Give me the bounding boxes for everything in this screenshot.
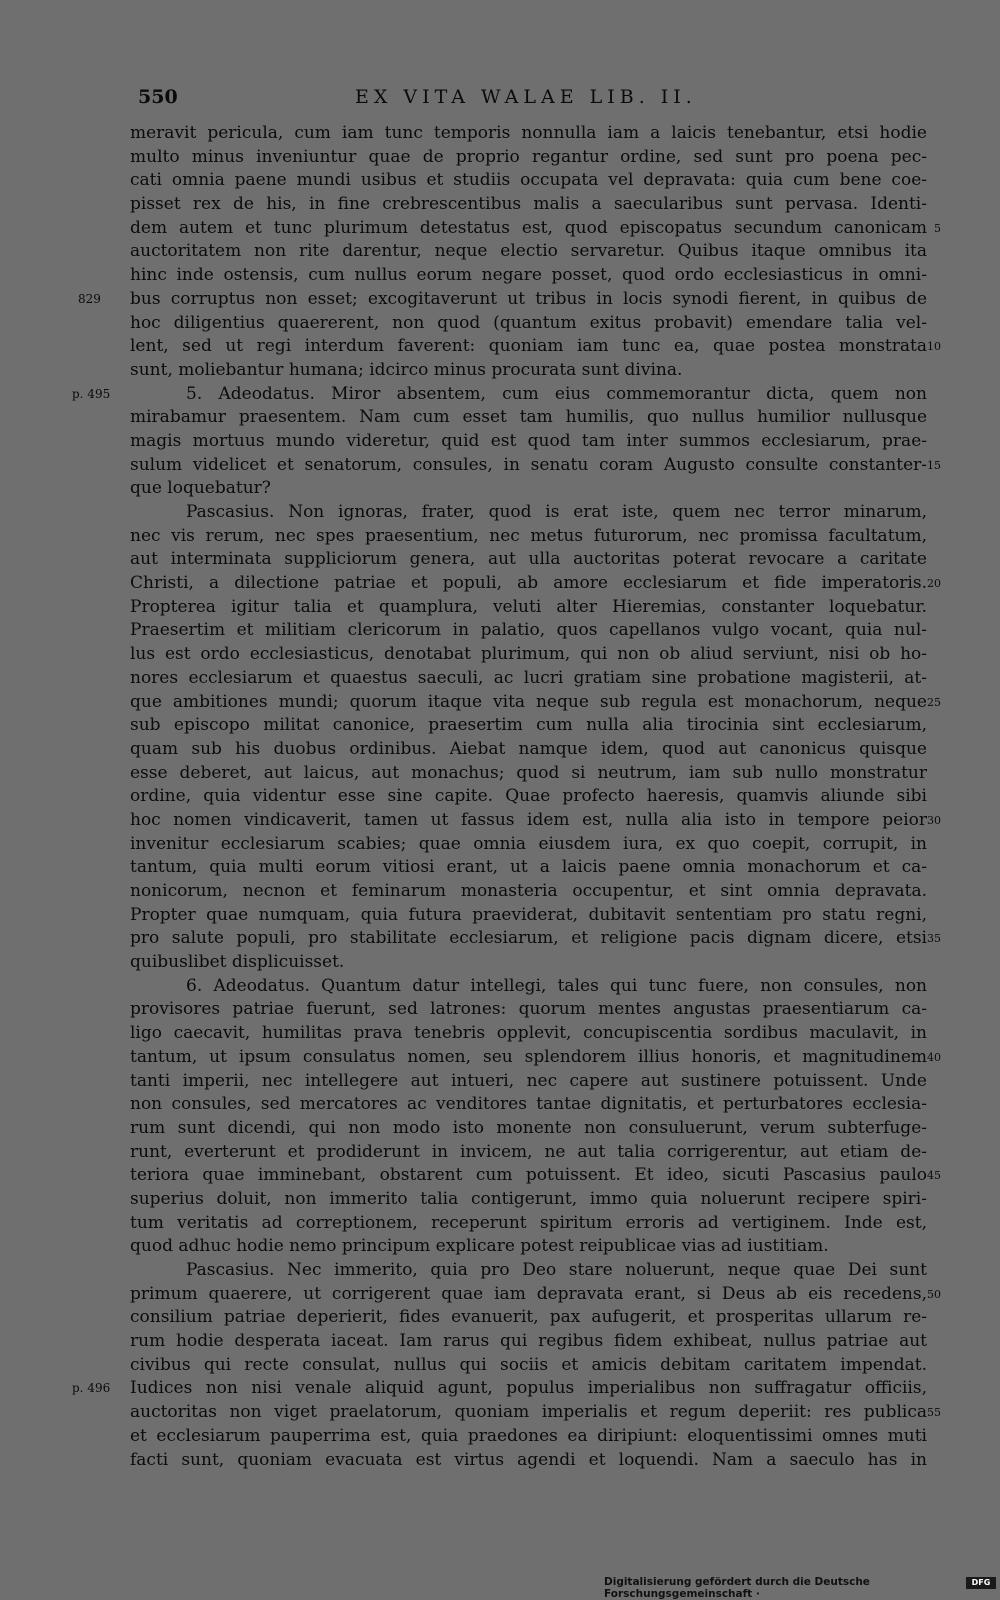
line-text: superius doluit, non immerito talia contigerunt, immo quia noluerunt recipere spiri- (130, 1188, 927, 1209)
line-number: 20 (927, 577, 941, 591)
line-number: 10 (927, 340, 941, 354)
text-line (130, 1117, 927, 1141)
line-text: et ecclesiarum pauperrima est, quia praedones ea diripiunt: eloquentissimi omnes muti (130, 1425, 927, 1446)
text-block (72, 122, 941, 1472)
text-line (72, 1377, 927, 1401)
text-line (130, 1449, 927, 1473)
page-number: 550 (138, 86, 178, 108)
text-line (130, 1425, 927, 1449)
line-text: bus corruptus non esset; excogitaverunt ut tribus in locis synodi fierent, in quibus de (130, 288, 927, 309)
line-text: facti sunt, quoniam evacuata est virtus agendi et loquendi. Nam a saeculo has in (130, 1449, 927, 1470)
text-line (130, 975, 927, 999)
text-line (130, 1188, 927, 1212)
text-line (130, 1141, 927, 1165)
text-line (130, 1330, 927, 1354)
text-line (130, 548, 927, 572)
text-line (130, 785, 927, 809)
margin-reference: 829 (78, 291, 101, 306)
line-text: hinc inde ostensis, cum nullus eorum negare posset, quod ordo ecclesiasticus in omni- (130, 265, 927, 286)
line-text: tantum, ut ipsum consulatus nomen, seu splendorem illius honoris, et magnitudinem (130, 1046, 927, 1067)
line-text: cati omnia paene mundi usibus et studiis occupata vel depravata: quia cum bene coe- (130, 170, 927, 191)
line-text: Christi, a dilectione patriae et populi, ab amore ecclesiarum et fide imperatoris. (130, 573, 927, 594)
line-number: 25 (927, 695, 941, 709)
line-text: quibuslibet displicuisset. (130, 952, 345, 973)
line-text: 5. Adeodatus. Miror absentem, cum eius commemorantur dicta, quem non (186, 383, 927, 404)
funding-note: Digitalisierung gefördert durch die Deutsche Forschungsgemeinschaft · (604, 1576, 870, 1600)
text-line (130, 1093, 927, 1117)
line-text: Propterea igitur talia et quamplura, veluti alter Hieremias, constanter loquebatur. (130, 596, 927, 617)
text-line (130, 1235, 927, 1259)
line-text: auctoritas non viget praelatorum, quoniam imperialis et regum deperiit: res publica (130, 1402, 927, 1423)
text-line (130, 525, 927, 549)
running-title: EX VITA WALAE LIB. II. (355, 86, 697, 108)
text-line (130, 1283, 941, 1307)
line-text: lus est ordo ecclesiasticus, denotabat plurimum, qui non ob aliud serviunt, nisi ob ho- (130, 644, 927, 665)
text-line (130, 1259, 927, 1283)
line-text: rum sunt dicendi, qui non modo isto monente non consuluerunt, verum subterfuge- (130, 1117, 927, 1138)
line-text: tanti imperii, nec intellegere aut intueri, nec capere aut sustinere potuissent. Unde (130, 1070, 927, 1091)
text-line (130, 880, 927, 904)
line-text: 6. Adeodatus. Quantum datur intellegi, tales qui tunc fuere, non consules, non (186, 975, 927, 996)
text-line (130, 312, 927, 336)
text-line (130, 240, 927, 264)
line-text: mirabamur praesentem. Nam cum esset tam humilis, quo nullus humilior nullusque (130, 407, 927, 428)
line-text: auctoritatem non rite darentur, neque electio servaretur. Quibus itaque omnibus ita (130, 241, 927, 262)
text-line (130, 904, 927, 928)
line-text: provisores patriae fuerunt, sed latrones: quorum mentes angustas praesentiarum ca- (130, 999, 927, 1020)
line-text: Pascasius. Nec immerito, quia pro Deo stare noluerunt, neque quae Dei sunt (186, 1260, 927, 1280)
line-number: 55 (927, 1406, 941, 1420)
text-line (130, 1046, 941, 1070)
text-line (130, 169, 927, 193)
line-text: esse deberet, aut laicus, aut monachus; quod si neutrum, iam sub nullo monstratur (130, 762, 927, 783)
line-text: quam sub his duobus ordinibus. Aiebat namque idem, quod aut canonicus quisque (130, 738, 927, 759)
text-line (130, 714, 927, 738)
line-text: que ambitiones mundi; quorum itaque vita neque sub regula est monachorum, neque (130, 691, 927, 712)
text-line (72, 383, 927, 407)
dfg-logo: DFG (966, 1577, 996, 1589)
text-line (130, 1212, 927, 1236)
text-line (130, 359, 927, 383)
line-text: nonicorum, necnon et feminarum monasteria occupentur, et sint omnia depravata. (130, 881, 927, 901)
text-line (130, 1164, 941, 1188)
text-line (130, 643, 927, 667)
line-number: 15 (927, 458, 941, 472)
line-text: hoc diligentius quaererent, non quod (quantum exitus probavit) emendare talia vel- (130, 312, 927, 333)
line-text: runt, everterunt et prodiderunt in invicem, ne aut talia corrigerentur, aut etiam de- (130, 1141, 927, 1162)
line-text: Iudices non nisi venale aliquid agunt, populus imperialibus non suffragatur officiis, (130, 1378, 927, 1399)
line-text: ordine, quia videntur esse sine capite. Quae profecto haeresis, quamvis aliunde sibi (130, 786, 927, 807)
text-line (130, 667, 927, 691)
text-line (130, 762, 927, 786)
text-line (130, 1070, 927, 1094)
line-text: multo minus inveniuntur quae de proprio regantur ordine, sed sunt pro poena pec- (130, 146, 927, 167)
line-text: lent, sed ut regi interdum faverent: quoniam iam tunc ea, quae postea monstrata (130, 336, 927, 357)
line-text: tum veritatis ad correptionem, receperunt spiritum erroris ad vertiginem. Inde est, (130, 1212, 927, 1233)
text-line (130, 738, 927, 762)
line-text: sub episcopo militat canonice, praesertim cum nulla alia tirocinia sint ecclesiarum, (130, 715, 927, 736)
line-text: Pascasius. Non ignoras, frater, quod is erat iste, quem nec terror minarum, (186, 502, 927, 522)
line-text: pro salute populi, pro stabilitate ecclesiarum, et religione pacis dignam dicere, etsi (130, 928, 927, 949)
text-line (130, 1022, 927, 1046)
line-text: pisset rex de his, in fine crebrescentibus malis a saecularibus sunt pervasa. Identi- (130, 194, 927, 215)
text-line (130, 146, 927, 170)
text-line (130, 691, 941, 715)
text-line (130, 596, 927, 620)
text-line (130, 572, 941, 596)
text-line (78, 288, 927, 312)
line-text: magis mortuus mundo videretur, quid est quod tam inter summos ecclesiarum, prae- (130, 430, 927, 451)
margin-reference: p. 496 (72, 1381, 111, 1396)
text-line (130, 809, 941, 833)
text-line (130, 501, 927, 525)
text-line (130, 1354, 927, 1378)
line-number: 45 (927, 1169, 941, 1183)
line-text: non consules, sed mercatores ac venditores tantae dignitatis, et perturbatores ecclesia- (130, 1094, 927, 1115)
text-line (130, 122, 927, 146)
line-text: hoc nomen vindicaverit, tamen ut fassus idem est, nulla alia isto in tempore peior (130, 809, 927, 830)
line-number: 40 (927, 1050, 941, 1064)
text-line (130, 430, 927, 454)
margin-reference: p. 495 (72, 386, 111, 401)
line-number: 30 (927, 813, 941, 827)
text-line (130, 833, 927, 857)
line-text: tantum, quia multi eorum vitiosi erant, ut a laicis paene omnia monachorum et ca- (130, 857, 927, 878)
text-line (130, 406, 927, 430)
text-line (130, 335, 941, 359)
line-text: quod adhuc hodie nemo principum explicare potest reipublicae vias ad iustitiam. (130, 1236, 829, 1257)
line-text: teriora quae imminebant, obstarent cum potuissent. Et ideo, sicuti Pascasius paulo (130, 1165, 927, 1186)
line-text: consilium patriae deperierit, fides evanuerit, pax aufugerit, et prosperitas ullarum re- (130, 1307, 927, 1328)
line-text: nec vis rerum, nec spes praesentium, nec metus futurorum, nec promissa facultatum, (130, 525, 927, 546)
line-text: Propter quae numquam, quia futura praeviderat, dubitavit sententiam pro statu regni, (130, 904, 927, 925)
text-line (130, 1401, 941, 1425)
line-text: civibus qui recte consulat, nullus qui sociis et amicis debitam caritatem impendat. (130, 1354, 927, 1375)
line-text: que loquebatur? (130, 478, 271, 499)
text-line (130, 619, 927, 643)
text-line (130, 856, 927, 880)
line-text: aut interminata suppliciorum genera, aut ulla auctoritas poterat revocare a caritate (130, 549, 927, 570)
line-text: Praesertim et militiam clericorum in palatio, quos capellanos vulgo vocant, quia nul- (130, 620, 927, 641)
text-line (130, 927, 941, 951)
line-number: 5 (934, 221, 941, 235)
line-text: primum quaerere, ut corrigerent quae iam depravata erant, si Deus ab eis recedens, (130, 1283, 927, 1304)
line-number: 35 (927, 932, 941, 946)
text-line (130, 217, 941, 241)
line-text: sulum videlicet et senatorum, consules, in senatu coram Augusto consulte constanter- (130, 454, 927, 475)
line-text: sunt, moliebantur humana; idcirco minus procurata sunt divina. (130, 359, 683, 380)
text-line (130, 193, 927, 217)
line-text: dem autem et tunc plurimum detestatus est, quod episcopatus secundum canonicam (130, 217, 927, 238)
text-line (130, 264, 927, 288)
text-line (130, 1306, 927, 1330)
text-line (130, 454, 941, 478)
text-line (130, 998, 927, 1022)
line-text: ligo caecavit, humilitas prava tenebris opplevit, concupiscentia sordibus maculavit, in (130, 1023, 927, 1044)
line-text: rum hodie desperata iaceat. Iam rarus qui regibus fidem exhibeat, nullus patriae aut (130, 1331, 927, 1352)
line-text: invenitur ecclesiarum scabies; quae omnia eiusdem iura, ex quo coepit, corrupit, in (130, 833, 927, 854)
text-line (130, 951, 927, 975)
text-line (130, 477, 927, 501)
line-number: 50 (927, 1287, 941, 1301)
line-text: meravit pericula, cum iam tunc temporis nonnulla iam a laicis tenebantur, etsi hodie (130, 123, 927, 143)
line-text: nores ecclesiarum et quaestus saeculi, ac lucri gratiam sine probatione magisterii, at- (130, 667, 927, 688)
